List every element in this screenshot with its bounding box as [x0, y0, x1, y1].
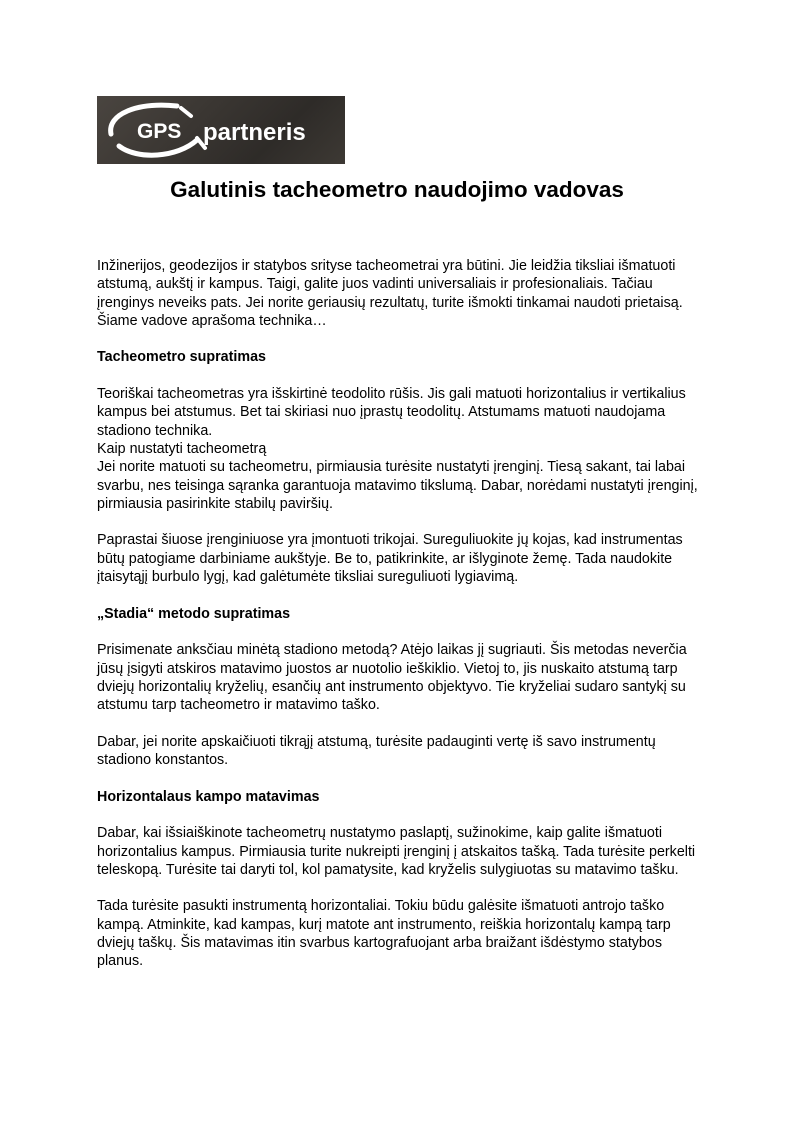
section1-paragraph-1: Teoriškai tacheometras yra išskirtinė teodolito rūšis. Jis gali matuoti horizontalius ir vertikalius kampus bei atstumus. Bet tai skiriasi nuo įprastų teodolitų. Atstumams matuoti naudojama stadiono technika.	[97, 386, 686, 439]
logo-graphic	[97, 96, 345, 164]
section-heading-horizontal-angle: Horizontalaus kampo matavimas	[97, 788, 320, 805]
company-logo	[97, 96, 345, 164]
page-title: Galutinis tacheometro naudojimo vadovas	[170, 177, 624, 202]
section3-paragraph-1: Dabar, kai išsiaiškinote tacheometrų nustatymo paslaptį, sužinokime, kaip galite išmatuoti horizontalius kampus. Pirmiausia turite nukreipti įrenginį į atskaitos tašką. Tada turėsite perkelti teleskopą. Turėsite tai daryti tol, kol pamatysite, kad kryželis sulygiuotas su matavimo tašku.	[97, 825, 696, 878]
section1-paragraph-3: Paprastai šiuose įrenginiuose yra įmontuoti trikojai. Sureguliuokite jų kojas, kad instrumentas būtų patogiame darbiniame aukštyje. Be to, patikrinkite, ar išlyginote žemę. Tada naudokite įtaisytąjį burbulo lygį, kad galėtumėte tiksliai sureguliuoti lygiavimą.	[97, 532, 683, 586]
section-heading-tacheometer: Tacheometro supratimas	[97, 349, 266, 366]
section-heading-stadia: „Stadia“ metodo supratimas	[97, 605, 291, 622]
logo-tick-top	[181, 108, 191, 116]
logo-partneris-text: partneris	[203, 119, 306, 146]
section2-paragraph-1: Prisimenate anksčiau minėtą stadiono metodą? Atėjo laikas jį sugriauti. Šis metodas neverčia jūsų įsigyti atskiros matavimo juostos ar nuotolio ieškiklio. Vietoj to, jis nuskaito atstumą tarp dviejų horizontalių kryželių, esančių ant instrumento objektyvo. Tie kryželiai sudaro santykį su atstumu tarp tacheometro ir matavimo taško.	[97, 642, 687, 714]
section2-paragraph-2: Dabar, jei norite apskaičiuoti tikrąjį atstumą, turėsite padauginti vertę iš savo instrumentų stadiono konstantos.	[97, 733, 656, 769]
section3-paragraph-2: Tada turėsite pasukti instrumentą horizontaliai. Tokiu būdu galėsite išmatuoti antrojo taško kampą. Atminkite, kad kampas, kurį matote ant instrumento, reiškia horizontalų kampą tarp dviejų taškų. Šis matavimas itin svarbus kartografuojant arba braižant išdėstymo statybos planus.	[97, 898, 671, 970]
intro-paragraph: Inžinerijos, geodezijos ir statybos srityse tacheometrai yra būtini. Jie leidžia tiksliai išmatuoti atstumą, aukštį ir kampus. Taigi, galite juos vadinti universaliais ir profesionaliais. Tačiau įrenginys neveiks pats. Jei norite geriausių rezultatų, turite išmokti tinkamai naudoti prietaisą. Šiame vadove aprašoma technika…	[97, 258, 683, 329]
section1-subheading: Kaip nustatyti tacheometrą	[97, 440, 267, 457]
section1-paragraph-2: Jei norite matuoti su tacheometru, pirmiausia turėsite nustatyti įrenginį. Tiesą sakant, tai labai svarbu, nes teisinga sąranka garantuoja matavimo tikslumą. Dabar, norėdami nustatyti įrenginį, pirmiausia pasirinkite stabilų paviršių.	[97, 459, 698, 512]
logo-gps-text: GPS	[137, 120, 182, 143]
document-body	[97, 257, 712, 989]
